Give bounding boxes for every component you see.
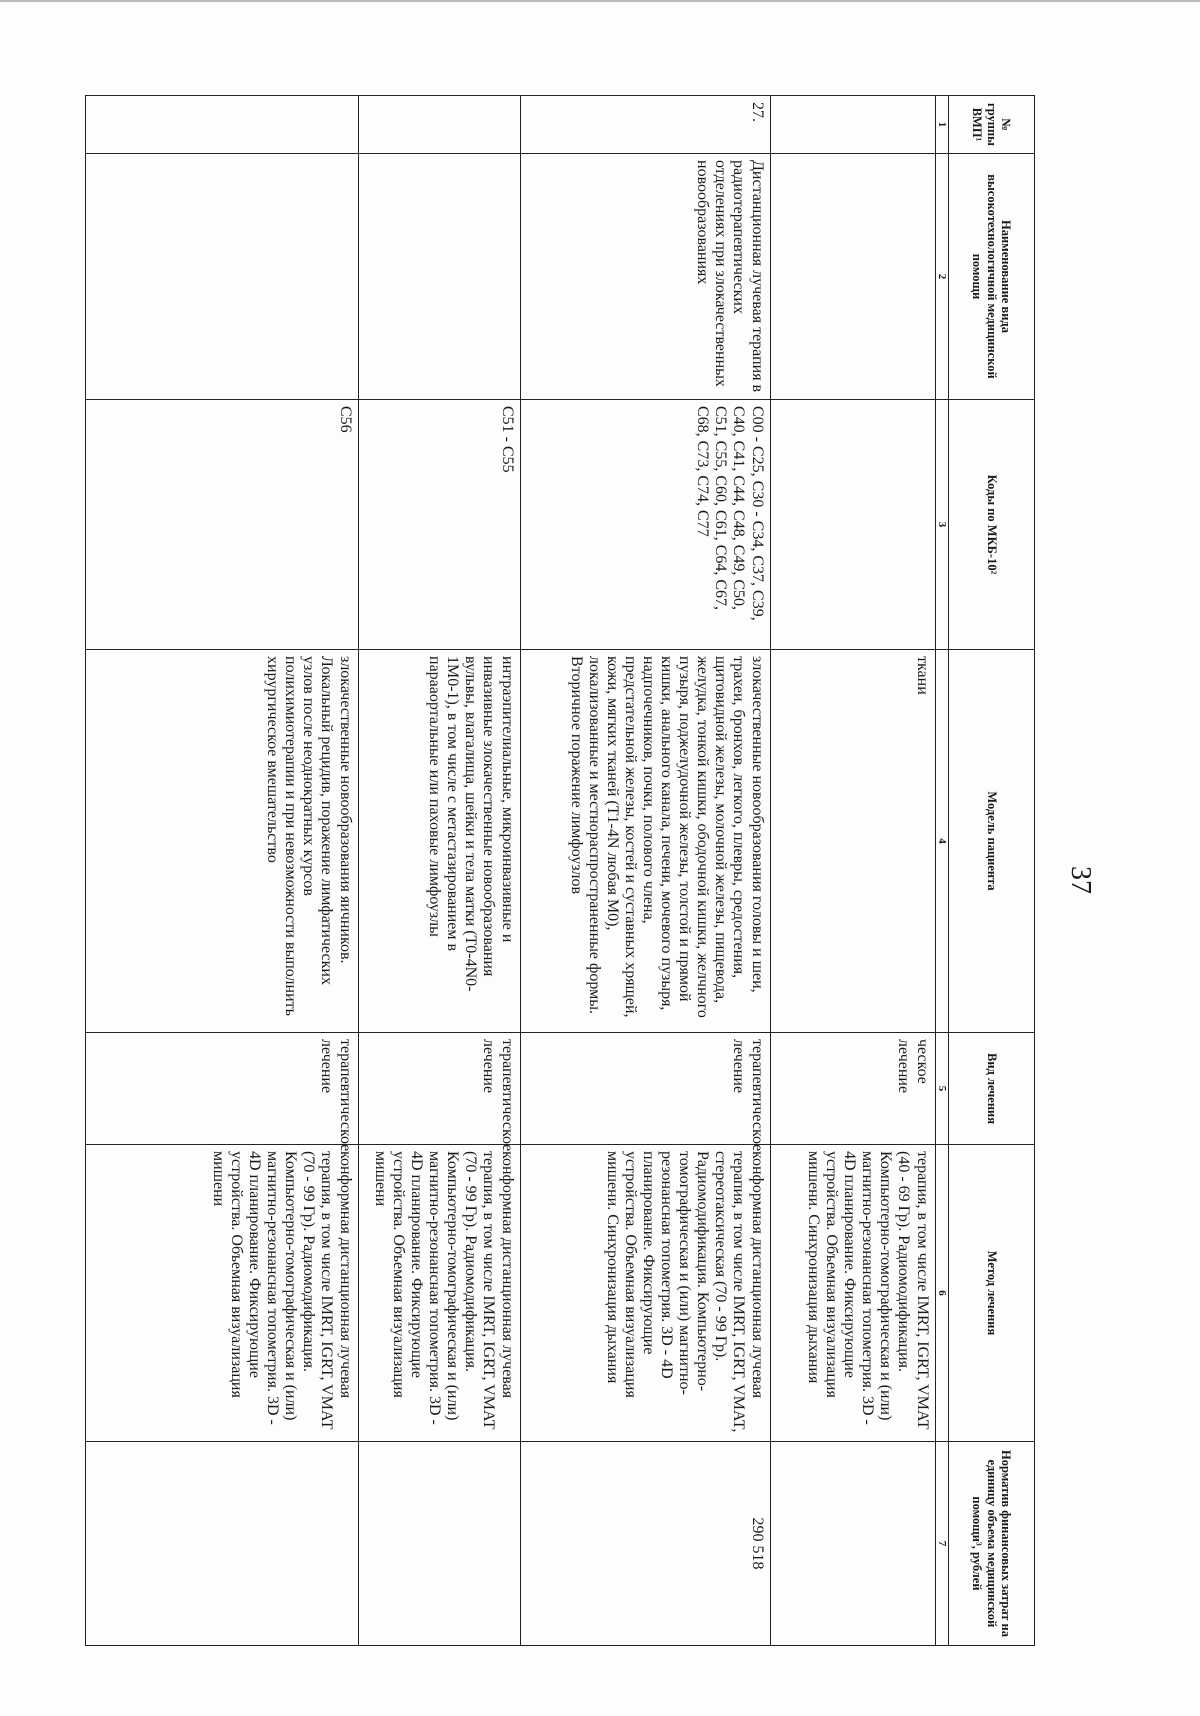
cell-patient: интраэпителиальные, микроинвазивные и инвазивные злокачественные новообразования вульвы, влагалища, шейки и тела матки (T0-4N0-1M0-1), в том числе с метастазированием в парааортальные или паховые лимфоузлы [358, 650, 520, 1033]
cell-price [86, 1442, 359, 1646]
column-number: 3 [935, 400, 948, 650]
column-number-row [935, 96, 948, 1646]
cell-codes: C51 - C55 [358, 400, 520, 650]
cell-price [358, 1442, 520, 1646]
header-treatment-method: Метод лечения [949, 1145, 1035, 1442]
scan-top-edge [0, 0, 1200, 2]
cell-treatment: терапевтическое лечение [358, 1033, 520, 1145]
cell-treatment: терапевтическое лечение [520, 1033, 770, 1145]
header-vmp-name: Наименование вида высокотехнологичной медицинской помощи [949, 154, 1035, 400]
cell-treatment: ческое лечение [770, 1033, 935, 1145]
cell-price [770, 1442, 935, 1646]
column-number: 1 [935, 96, 948, 154]
table-row [86, 96, 359, 1646]
cell-group: 27. [520, 96, 770, 154]
table-row [520, 96, 770, 1646]
cell-name [358, 154, 520, 400]
cell-price: 290 518 [520, 1442, 770, 1646]
cell-codes: C56 [86, 400, 359, 650]
page-number: 37 [1065, 866, 1096, 894]
cell-patient: злокачественные новообразования яичников. Локальный рецидив, поражение лимфатических узлов после неоднократных курсов полихимиотерапии и при невозможности выполнить хирургическое вмешательство [86, 650, 359, 1033]
cell-group [358, 96, 520, 154]
cell-patient: злокачественные новообразования головы и шеи, трахеи, бронхов, легкого, плевры, средостения, щитовидной железы, молочной железы, пищевода, желудка, тонкой кишки, ободочной кишки, желчного пузыря, поджелудочной железы, толстой и прямой кишки, анального канала, печени, мочевого пузыря, надпочечников, почки, полового члена, предстательной железы, костей и суставных хрящей, кожи, мягких тканей (T1-4N любая M0), локализованные и местнораспространенные формы. Вторичное поражение лимфоузлов [520, 650, 770, 1033]
cell-name [770, 154, 935, 400]
cell-patient: ткани [770, 650, 935, 1033]
table-row [358, 96, 520, 1646]
vmp-table [85, 95, 1035, 1646]
cell-group [770, 96, 935, 154]
cell-name [86, 154, 359, 400]
cell-codes: C00 - C25, C30 - C34, C37, C39, C40, C41, C44, C48, C49, C50, C51, C55, C60, C61, C64, C67, C68, C73, C74, C77 [520, 400, 770, 650]
rotated-table-container [85, 95, 1035, 1645]
cell-method: конформная дистанционная лучевая терапия, в том числе IMRT, IGRT, VMAT, стереотаксическая (70 - 99 Гр). Радиомодификация. Компьютерно-томографическая и (или) магнитно-резонансная топометрия. 3D - 4D планирование. Фиксирующие устройства. Объемная визуализация мишени. Синхронизация дыхания [520, 1145, 770, 1442]
cell-treatment: терапевтическое лечение [86, 1033, 359, 1145]
column-number: 7 [935, 1442, 948, 1646]
column-number: 6 [935, 1145, 948, 1442]
header-row [949, 96, 1035, 1646]
cell-name: Дистанционная лучевая терапия в радиотерапевтических отделениях при злокачественных новообразованиях [520, 154, 770, 400]
column-number: 5 [935, 1033, 948, 1145]
header-icd-codes: Коды по МКБ-10² [949, 400, 1035, 650]
cell-group [86, 96, 359, 154]
header-treatment-type: Вид лечения [949, 1033, 1035, 1145]
column-number: 4 [935, 650, 948, 1033]
header-group-number: № группы ВМП¹ [949, 96, 1035, 154]
cell-method: конформная дистанционная лучевая терапия, в том числе IMRT, IGRT, VMAT (70 - 99 Гр). Радиомодификация. Компьютерно-томографическая и (или) магнитно-резонансная топометрия. 3D - 4D планирование. Фиксирующие устройства. Объемная визуализация мишени [86, 1145, 359, 1442]
header-cost-standard: Норматив финансовых затрат на единицу объема медицинской помощи³, рублей [949, 1442, 1035, 1646]
table-row [770, 96, 935, 1646]
cell-method: терапия, в том числе IMRT, IGRT, VMAT (40 - 69 Гр). Радиомодификация. Компьютерно-томографическая и (или) магнитно-резонансная топометрия. 3D - 4D планирование. Фиксирующие устройства. Объемная визуализация мишени. Синхронизация дыхания [770, 1145, 935, 1442]
cell-method: конформная дистанционная лучевая терапия, в том числе IMRT, IGRT, VMAT (70 - 99 Гр). Радиомодификация. Компьютерно-томографическая и (или) магнитно-резонансная топометрия. 3D - 4D планирование. Фиксирующие устройства. Объемная визуализация мишени [358, 1145, 520, 1442]
header-patient-model: Модель пациента [949, 650, 1035, 1033]
column-number: 2 [935, 154, 948, 400]
cell-codes [770, 400, 935, 650]
